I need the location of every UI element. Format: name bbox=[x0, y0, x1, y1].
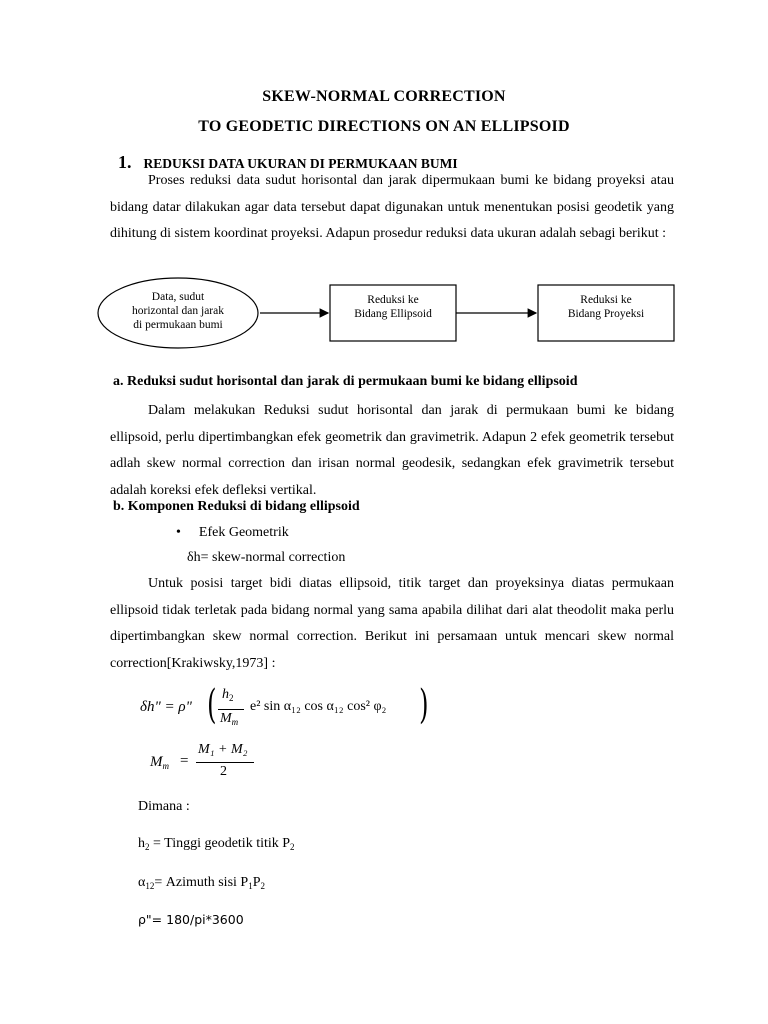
title-line-2: TO GEODETIC DIRECTIONS ON AN ELLIPSOID bbox=[198, 118, 570, 135]
eq1-rest: e² sin α₁₂ cos α₁₂ cos² φ₂ bbox=[250, 699, 387, 714]
subheading-b: b. Komponen Reduksi di bidang ellipsoid bbox=[113, 499, 360, 514]
bullet-item bbox=[176, 525, 289, 541]
paragraph-2: Dalam melakukan Reduksi sudut horisontal dan jarak di permukaan bumi ke bidang ellipsoid, perlu dipertimbangkan efek geometrik dan gravimetrik. Adapun 2 efek geometrik tersebut adlah skew normal correction dan irisan normal geodesik, sedangkan efek gravimetrik tersebut adalah koreksi efek defleksi vertikal. bbox=[110, 403, 674, 498]
ellipse-text-1: Data, sudut bbox=[151, 291, 205, 303]
eq2-fraction-bar bbox=[196, 762, 254, 763]
eq2-denominator: 2 bbox=[220, 764, 227, 779]
eq1-fraction-bar bbox=[218, 709, 244, 710]
ellipse-text-3: di permukaan bumi bbox=[133, 319, 223, 331]
delta-h-line: δh= skew-normal correction bbox=[187, 550, 346, 565]
equation-skew-normal bbox=[140, 682, 440, 736]
eq2-lhs: $M_m$ bbox=[150, 754, 169, 771]
eq1-paren-left: ( bbox=[207, 682, 217, 728]
eq1-numerator: $h_2$ bbox=[222, 687, 234, 703]
section-number: 1. bbox=[118, 152, 132, 172]
bullet-text: Efek Geometrik bbox=[198, 525, 289, 540]
box1-text-2: Bidang Ellipsoid bbox=[354, 308, 432, 320]
paragraph-1: Proses reduksi data sudut horisontal dan jarak dipermukaan bumi ke bidang proyeksi atau bidang datar dilakukan agar data tersebut dapat digunakan untuk menentukan posisi geodetik yang dihitung di sistem koordinat proyeksi. Adapun prosedur reduksi data ukuran adalah sebagi berikut : bbox=[110, 173, 674, 241]
paragraph-3: Untuk posisi target bidi diatas ellipsoid, titik target dan proyeksinya diatas permukaan ellipsoid tidak terletak pada bidang normal yang sama apabila dilihat dari alat theodolit maka perlu dipertimbangkan skew normal correction. Berikut ini persamaan untuk mencari skew normal correction[Krakiwsky,1973] : bbox=[110, 576, 674, 671]
def-alpha: $\alpha_{12}=$ Azimuth sisi $P_1P_2$ bbox=[138, 875, 265, 891]
dimana-label: Dimana : bbox=[138, 799, 190, 814]
eq1-denominator: $M_m$ bbox=[220, 711, 239, 727]
eq2-equals: = bbox=[180, 753, 189, 769]
box2-text-2: Bidang Proyeksi bbox=[567, 308, 645, 320]
bullet-dot-icon: • bbox=[176, 525, 181, 540]
def-rho: ρ"= 180/pi*3600 bbox=[138, 912, 244, 927]
section-title: REDUKSI DATA UKURAN DI PERMUKAAN BUMI bbox=[143, 156, 458, 171]
ellipse-text-2: horizontal dan jarak bbox=[132, 305, 224, 317]
box1-text-1: Reduksi ke bbox=[367, 294, 419, 306]
eq2-numerator: M₁ + M₂ bbox=[198, 742, 248, 757]
equation-mean-radius bbox=[150, 742, 290, 782]
subheading-a: a. Reduksi sudut horisontal dan jarak di permukaan bumi ke bidang ellipsoid bbox=[113, 374, 578, 389]
eq1-paren-right: ) bbox=[419, 682, 429, 728]
eq1-lhs: δh" = ρ" bbox=[140, 699, 192, 715]
box2-text-1: Reduksi ke bbox=[580, 294, 632, 306]
def-h2: $h_2$ = Tinggi geodetik titik $P_2$ bbox=[138, 836, 295, 852]
title-line-1: SKEW-NORMAL CORRECTION bbox=[262, 88, 506, 105]
reduction-flow-diagram bbox=[90, 268, 680, 358]
